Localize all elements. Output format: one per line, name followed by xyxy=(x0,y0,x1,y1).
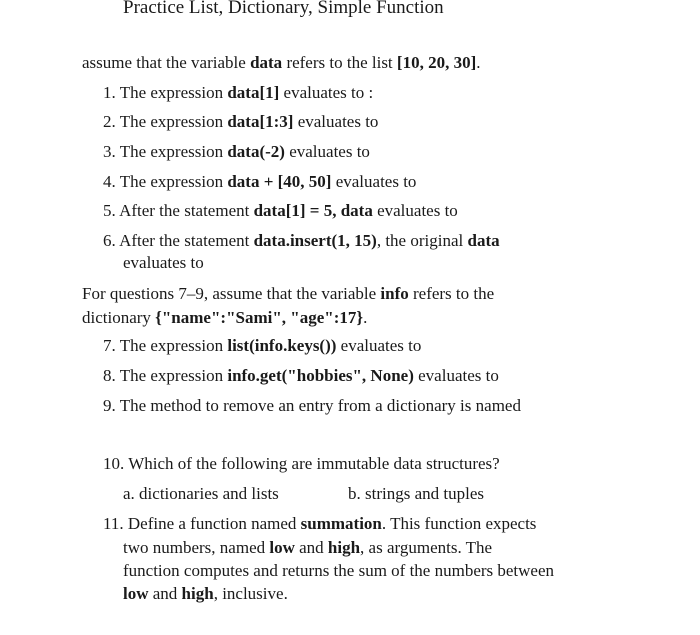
intro2-line-2: dictionary {"name":"Sami", "age":17}. xyxy=(82,308,368,327)
page-title: Practice List, Dictionary, Simple Function xyxy=(123,0,444,18)
question-7: 7. The expression list(info.keys()) evaluates to xyxy=(103,336,422,355)
intro2-line-1: For questions 7–9, assume that the variable info refers to the xyxy=(82,284,495,303)
question-10-option-a: a. dictionaries and lists xyxy=(123,484,279,503)
question-2: 2. The expression data[1:3] evaluates to xyxy=(103,112,379,131)
question-8: 8. The expression info.get("hobbies", None) evaluates to xyxy=(103,366,499,385)
question-4: 4. The expression data + [40, 50] evaluates to xyxy=(103,172,417,191)
question-11: 11. Define a function named summation. This function expects xyxy=(103,514,537,533)
intro-line: assume that the variable data refers to the list [10, 20, 30]. xyxy=(82,53,481,72)
question-6-continuation: evaluates to xyxy=(123,253,204,272)
question-11-line-4: low and high, inclusive. xyxy=(123,584,288,603)
question-10: 10. Which of the following are immutable data structures? xyxy=(103,454,500,473)
question-1: 1. The expression data[1] evaluates to : xyxy=(103,83,374,102)
question-11-line-3: function computes and returns the sum of the numbers between xyxy=(123,561,555,580)
question-3: 3. The expression data(-2) evaluates to xyxy=(103,142,370,161)
question-9: 9. The method to remove an entry from a dictionary is named xyxy=(103,396,521,415)
question-5: 5. After the statement data[1] = 5, data evaluates to xyxy=(103,201,458,220)
question-11-line-2: two numbers, named low and high, as arguments. The xyxy=(123,538,493,557)
question-10-option-b: b. strings and tuples xyxy=(348,484,484,503)
question-6: 6. After the statement data.insert(1, 15), the original data xyxy=(103,231,500,250)
